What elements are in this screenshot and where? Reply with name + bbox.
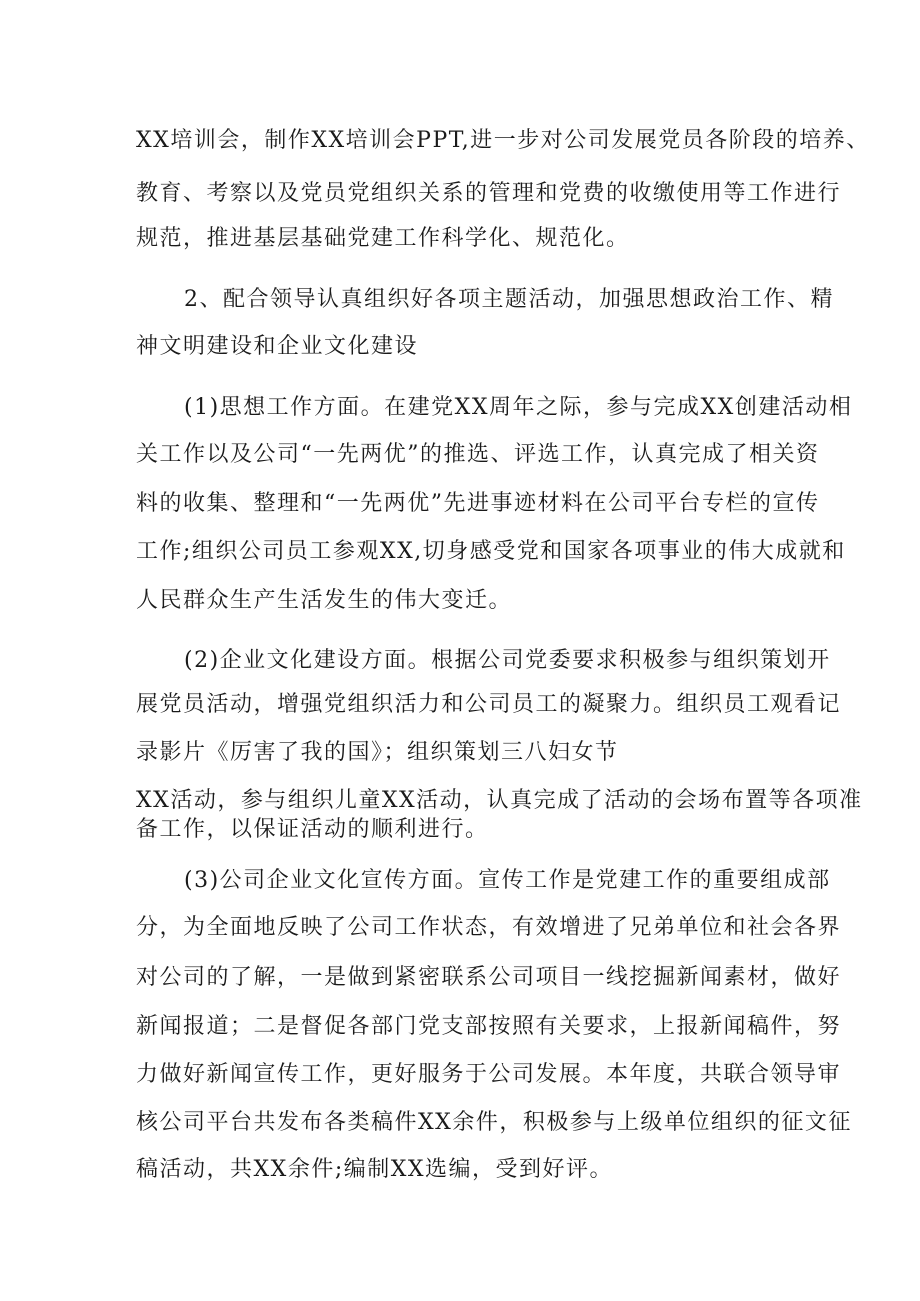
text-line: 人民群众生产生活发生的伟大变迁。 xyxy=(136,588,513,613)
text-line: XX活动，参与组织儿童XX活动，认真完成了活动的会场布置等各项准 xyxy=(136,788,863,813)
text-line: (1)思想工作方面。在建党XX周年之际，参与完成XX创建活动相 xyxy=(184,395,853,420)
text-line: 力做好新闻宣传工作，更好服务于公司发展。本年度，共联合领导审 xyxy=(136,1062,842,1087)
text-line: 备工作，以保证活动的顺利进行。 xyxy=(136,817,489,842)
text-line: 分，为全面地反映了公司工作状态，有效增进了兄弟单位和社会各界 xyxy=(136,915,842,940)
text-line: 2、配合领导认真组织好各项主题活动，加强思想政治工作、精 xyxy=(184,287,834,312)
text-line: (2)企业文化建设方面。根据公司党委要求积极参与组织策划开 xyxy=(184,648,831,673)
text-line: 工作;组织公司员工参观XX,切身感受党和国家各项事业的伟大成就和 xyxy=(136,539,846,564)
text-line: 教育、考察以及党员党组织关系的管理和党费的收缴使用等工作进行 xyxy=(136,181,842,206)
text-line: 稿活动，共XX余件;编制XX选编，受到好评。 xyxy=(136,1157,614,1182)
text-line: 录影片《厉害了我的国》；组织策划三八妇女节 xyxy=(136,740,619,765)
text-line: XX培训会，制作XX培训会PPT,进一步对公司发展党员各阶段的培养、 xyxy=(136,128,870,153)
text-line: 规范，推进基层基础党建工作科学化、规范化。 xyxy=(136,226,630,251)
text-line: 关工作以及公司“一先两优”的推选、评选工作，认真完成了相关资 xyxy=(136,442,820,467)
text-line: 神文明建设和企业文化建设 xyxy=(136,334,419,359)
text-line: 展党员活动，增强党组织活力和公司员工的凝聚力。组织员工观看记 xyxy=(136,692,842,717)
text-line: 核公司平台共发布各类稿件XX余件，积极参与上级单位组织的征文征 xyxy=(136,1110,852,1135)
text-line: (3)公司企业文化宣传方面。宣传工作是党建工作的重要组成部 xyxy=(184,868,831,893)
text-line: 对公司的了解，一是做到紧密联系公司项目一线挖掘新闻素材，做好 xyxy=(136,965,842,990)
text-line: 新闻报道；二是督促各部门党支部按照有关要求，上报新闻稿件，努 xyxy=(136,1014,842,1039)
text-line: 料的收集、整理和“一先两优”先进事迹材料在公司平台专栏的宣传 xyxy=(136,491,820,516)
